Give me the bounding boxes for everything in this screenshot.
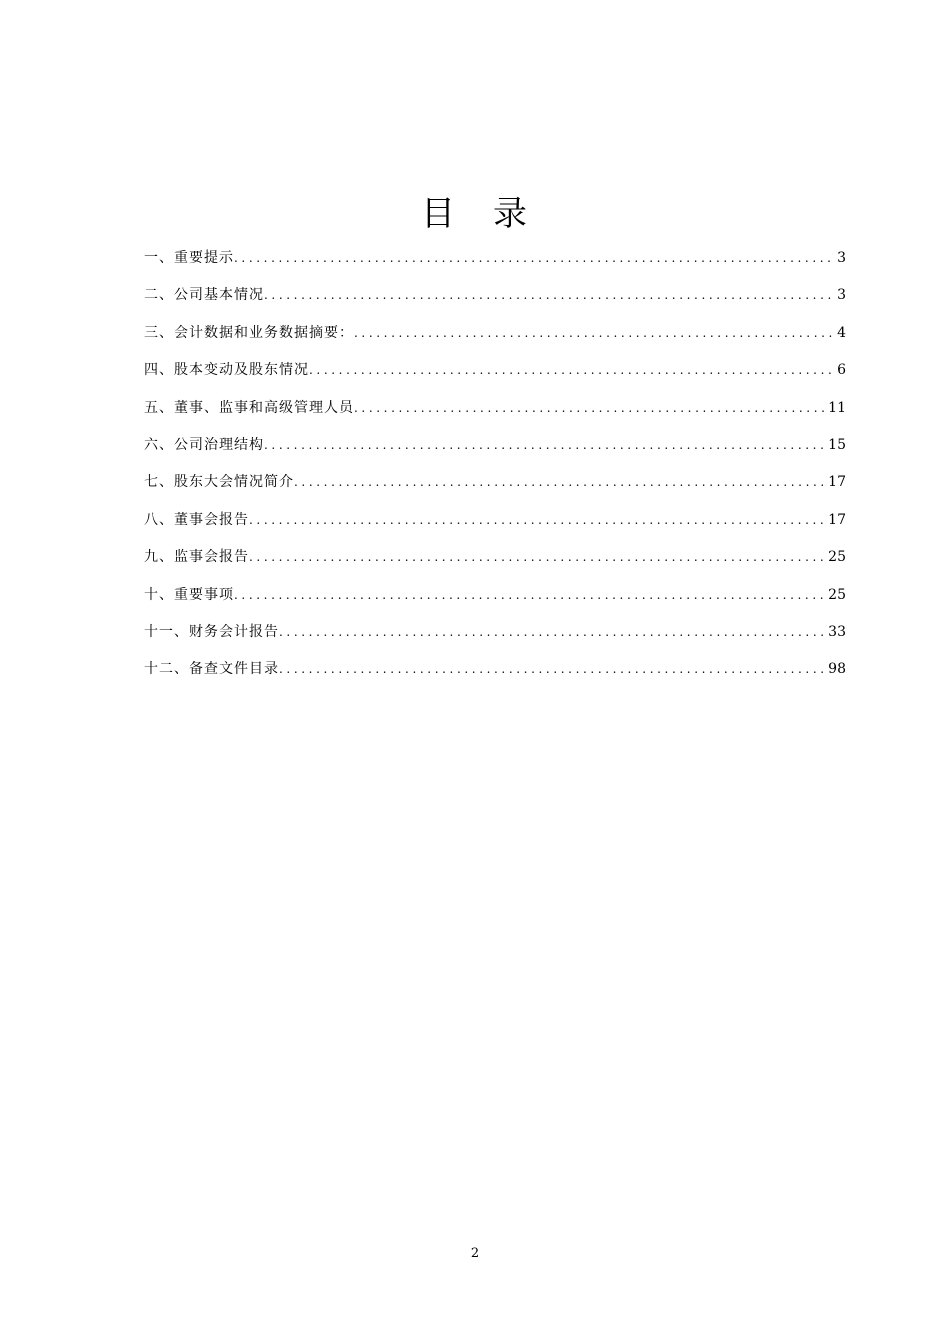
toc-dot-leader xyxy=(264,427,824,464)
toc-entry-page: 6 xyxy=(837,362,846,379)
toc-entry[interactable] xyxy=(144,390,846,427)
toc-dot-leader xyxy=(264,277,833,314)
toc-entry-label: 三、会计数据和业务数据摘要： xyxy=(144,324,354,341)
toc-dot-leader xyxy=(354,315,833,352)
toc-entry[interactable] xyxy=(144,240,846,277)
table-of-contents xyxy=(144,240,846,689)
toc-entry-page: 25 xyxy=(828,549,846,566)
toc-entry-label: 十、重要事项 xyxy=(144,586,234,603)
toc-dot-leader xyxy=(354,390,824,427)
toc-dot-leader xyxy=(234,577,824,614)
toc-entry-label: 八、董事会报告 xyxy=(144,511,249,528)
toc-entry-page: 25 xyxy=(828,586,846,603)
toc-entry-label: 二、公司基本情况 xyxy=(144,287,264,304)
toc-dot-leader xyxy=(234,240,833,277)
toc-dot-leader xyxy=(249,502,824,539)
toc-entry-label: 一、重要提示 xyxy=(144,250,234,266)
toc-entry-label: 四、股本变动及股东情况 xyxy=(144,362,309,379)
toc-entry-page: 17 xyxy=(828,511,846,528)
toc-entry[interactable] xyxy=(144,464,846,501)
toc-entry[interactable] xyxy=(144,614,846,651)
toc-entry[interactable] xyxy=(144,651,846,688)
toc-entry-page: 3 xyxy=(837,250,846,266)
toc-entry-label: 十二、备查文件目录 xyxy=(144,661,279,678)
toc-entry-page: 98 xyxy=(828,661,846,678)
toc-entry-label: 六、公司治理结构 xyxy=(144,436,264,453)
toc-entry-page: 33 xyxy=(828,623,846,640)
toc-entry-label: 九、监事会报告 xyxy=(144,549,249,566)
toc-entry[interactable] xyxy=(144,277,846,314)
toc-entry[interactable] xyxy=(144,539,846,576)
toc-dot-leader xyxy=(249,539,824,576)
toc-dot-leader xyxy=(279,614,824,651)
toc-entry-page: 3 xyxy=(837,287,846,304)
toc-dot-leader xyxy=(294,464,824,501)
toc-entry-page: 11 xyxy=(828,399,846,416)
page-number: 2 xyxy=(470,1246,480,1261)
toc-entry-label: 七、股东大会情况简介 xyxy=(144,474,294,491)
toc-entry[interactable] xyxy=(144,352,846,389)
toc-entry-page: 15 xyxy=(828,436,846,453)
toc-entry[interactable] xyxy=(144,502,846,539)
toc-entry[interactable] xyxy=(144,427,846,464)
toc-entry[interactable] xyxy=(144,315,846,352)
toc-entry[interactable] xyxy=(144,577,846,614)
toc-entry-page: 4 xyxy=(837,324,846,341)
toc-entry-label: 五、董事、监事和高级管理人员 xyxy=(144,399,354,416)
toc-dot-leader xyxy=(309,352,833,389)
toc-entry-label: 十一、财务会计报告 xyxy=(144,623,279,640)
toc-entry-page: 17 xyxy=(828,474,846,491)
toc-title: 目 录 xyxy=(421,194,529,234)
toc-dot-leader xyxy=(279,651,824,688)
